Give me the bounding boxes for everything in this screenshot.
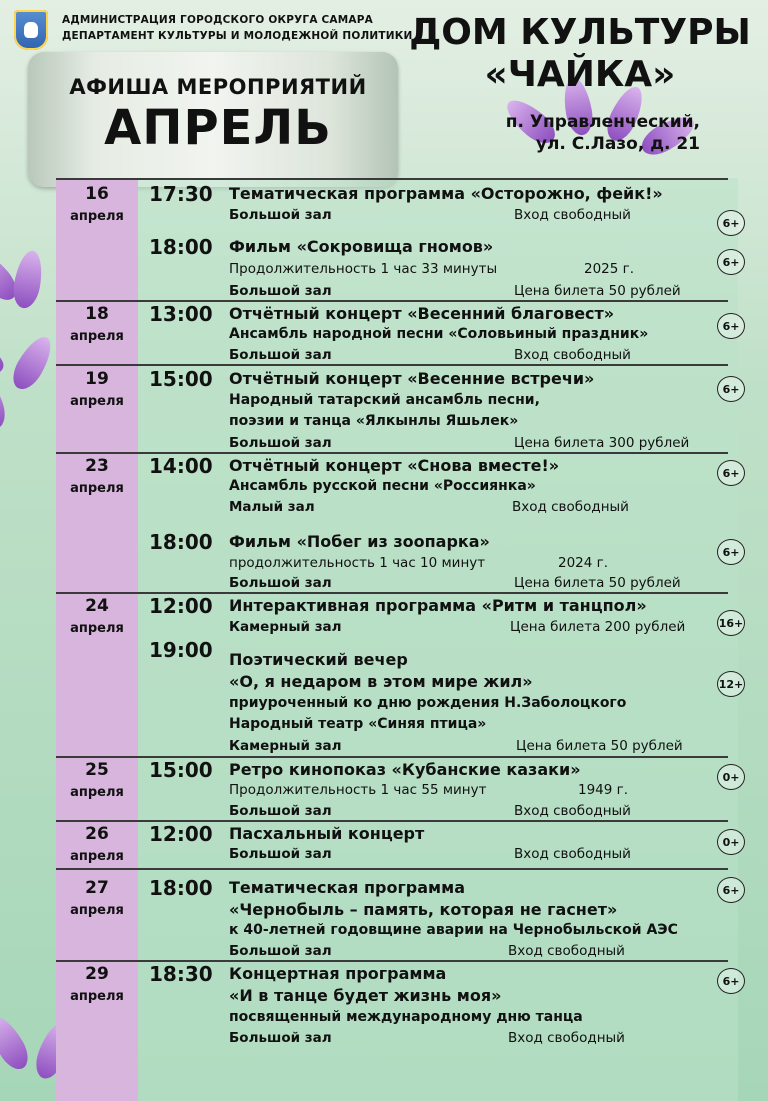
event-performer: поэзии и танца «Ялкынлы Яшьлек»: [229, 413, 519, 429]
event-hall: Камерный зал: [229, 738, 342, 754]
age-rating-badge: 6+: [717, 968, 745, 994]
event-time: 15:00: [149, 758, 213, 782]
venue-name-line-1: ДОМ КУЛЬТУРЫ: [409, 12, 751, 53]
event-hall: Большой зал: [229, 435, 332, 451]
date-day: 16: [85, 184, 109, 204]
date-month: апреля: [70, 785, 124, 800]
event-title-line: «Чернобыль – память, которая не гаснет»: [229, 900, 618, 919]
event-time: 18:00: [149, 876, 213, 900]
age-rating-badge: 0+: [717, 829, 745, 855]
event-price: Вход свободный: [512, 499, 629, 515]
event-title: Отчётный концерт «Снова вместе!»: [229, 456, 560, 475]
age-rating-badge: 6+: [717, 877, 745, 903]
event-price: Вход свободный: [508, 943, 625, 959]
event-performer: Народный театр «Синяя птица»: [229, 716, 487, 732]
event-time: 18:30: [149, 962, 213, 986]
event-time: 18:00: [149, 530, 213, 554]
event-title: Тематическая программа: [229, 878, 466, 897]
event-hall: Большой зал: [229, 1030, 332, 1046]
event-description: приуроченный ко дню рождения Н.Заболоцкого: [229, 695, 627, 711]
event-hall: Камерный зал: [229, 619, 342, 635]
date-day: 29: [85, 964, 109, 984]
age-rating-badge: 6+: [717, 210, 745, 236]
event-price: Вход свободный: [514, 846, 631, 862]
address-line-2: ул. С.Лазо, д. 21: [535, 134, 700, 154]
event-price: Цена билета 50 рублей: [514, 283, 681, 299]
age-rating-badge: 6+: [717, 460, 745, 486]
event-time: 18:00: [149, 235, 213, 259]
event-price: Вход свободный: [508, 1030, 625, 1046]
row-divider: [56, 868, 728, 870]
event-hall: Большой зал: [229, 283, 332, 299]
event-duration: Продолжительность 1 час 33 минуты: [229, 261, 498, 277]
age-rating-badge: 6+: [717, 249, 745, 275]
event-price: Цена билета 300 рублей: [514, 435, 690, 451]
age-rating-badge: 0+: [717, 764, 745, 790]
age-rating-badge: 16+: [717, 610, 745, 636]
event-hall: Малый зал: [229, 499, 315, 515]
event-price: Вход свободный: [514, 803, 631, 819]
address-line-1: п. Управленческий,: [505, 112, 700, 132]
event-title-line: «О, я недаром в этом мире жил»: [229, 672, 533, 691]
age-rating-badge: 6+: [717, 313, 745, 339]
event-time: 19:00: [149, 638, 213, 662]
event-performer: Народный татарский ансамбль песни,: [229, 392, 540, 408]
date-day: 26: [85, 824, 109, 844]
date-month: апреля: [70, 621, 124, 636]
date-day: 23: [85, 456, 109, 476]
afisha-subtitle: АФИША МЕРОПРИЯТИЙ: [69, 75, 367, 99]
afisha-month-title: АПРЕЛЬ: [104, 100, 332, 156]
date-month: апреля: [70, 989, 124, 1004]
event-price: Вход свободный: [514, 207, 631, 223]
event-hall: Большой зал: [229, 943, 332, 959]
admin-line-2: ДЕПАРТАМЕНТ КУЛЬТУРЫ И МОЛОДЕЖНОЙ ПОЛИТИКИ: [62, 30, 413, 42]
event-time: 17:30: [149, 182, 213, 206]
event-title: Отчётный концерт «Весенний благовест»: [229, 304, 615, 323]
admin-line-1: АДМИНИСТРАЦИЯ ГОРОДСКОГО ОКРУГА САМАРА: [62, 14, 373, 26]
event-price: Цена билета 50 рублей: [514, 575, 681, 591]
event-price: Цена билета 200 рублей: [510, 619, 686, 635]
date-month: апреля: [70, 849, 124, 864]
date-month: апреля: [70, 209, 124, 224]
samara-emblem-icon: [14, 10, 48, 50]
event-description: к 40-летней годовщине аварии на Чернобыльской АЭС: [229, 922, 678, 938]
event-title: Отчётный концерт «Весенние встречи»: [229, 369, 595, 388]
event-title: Концертная программа: [229, 964, 447, 983]
event-hall: Большой зал: [229, 846, 332, 862]
event-title: Тематическая программа «Осторожно, фейк!»: [229, 184, 663, 203]
event-title: Пасхальный концерт: [229, 824, 425, 843]
event-hall: Большой зал: [229, 207, 332, 223]
date-month: апреля: [70, 481, 124, 496]
event-description: посвященный международному дню танца: [229, 1009, 583, 1025]
event-title-line: «И в танце будет жизнь моя»: [229, 986, 502, 1005]
event-hall: Большой зал: [229, 803, 332, 819]
event-year: 2024 г.: [558, 555, 609, 571]
age-rating-badge: 6+: [717, 376, 745, 402]
date-month: апреля: [70, 394, 124, 409]
event-hall: Большой зал: [229, 347, 332, 363]
event-title: Поэтический вечер: [229, 650, 408, 669]
venue-name-line-2: «ЧАЙКА»: [484, 54, 676, 95]
event-hall: Большой зал: [229, 575, 332, 591]
event-performer: Ансамбль русской песни «Россиянка»: [229, 478, 536, 494]
event-duration: Продолжительность 1 час 55 минут: [229, 782, 487, 798]
date-day: 18: [85, 304, 109, 324]
row-divider: [56, 178, 728, 180]
date-day: 25: [85, 760, 109, 780]
event-year: 2025 г.: [584, 261, 635, 277]
event-title: Интерактивная программа «Ритм и танцпол»: [229, 596, 647, 615]
event-year: 1949 г.: [578, 782, 629, 798]
event-performer: Ансамбль народной песни «Соловьиный праздник»: [229, 326, 649, 342]
event-title: Фильм «Сокровища гномов»: [229, 237, 494, 256]
event-time: 15:00: [149, 367, 213, 391]
event-time: 13:00: [149, 302, 213, 326]
event-price: Вход свободный: [514, 347, 631, 363]
date-day: 24: [85, 596, 109, 616]
date-day: 27: [85, 878, 109, 898]
event-duration: продолжительность 1 час 10 минут: [229, 555, 486, 571]
date-month: апреля: [70, 903, 124, 918]
event-time: 12:00: [149, 822, 213, 846]
event-time: 14:00: [149, 454, 213, 478]
age-rating-badge: 6+: [717, 539, 745, 565]
event-title: Ретро кинопоказ «Кубанские казаки»: [229, 760, 581, 779]
event-title: Фильм «Побег из зоопарка»: [229, 532, 490, 551]
age-rating-badge: 12+: [717, 671, 745, 697]
date-day: 19: [85, 369, 109, 389]
date-month: апреля: [70, 329, 124, 344]
event-price: Цена билета 50 рублей: [516, 738, 683, 754]
event-time: 12:00: [149, 594, 213, 618]
row-divider: [56, 364, 728, 366]
